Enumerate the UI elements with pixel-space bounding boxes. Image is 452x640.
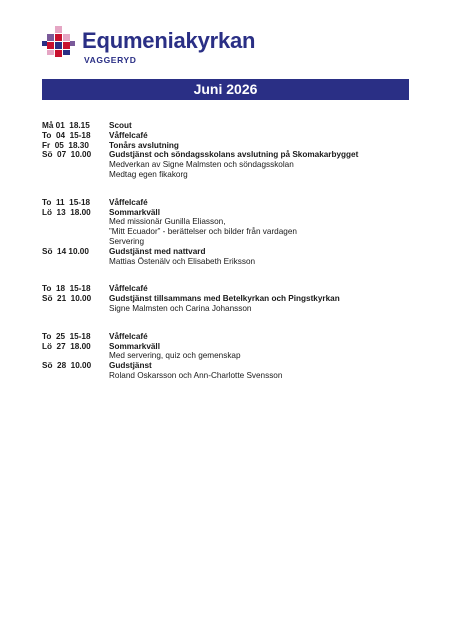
event-details — [109, 198, 412, 208]
event-row — [42, 208, 412, 247]
event-datetime: Sö 07 10.00 — [42, 150, 92, 160]
event-note: Medverkan av Signe Malmsten och söndagsskolan — [109, 160, 294, 170]
month-title: Juni 2026 — [42, 79, 409, 100]
event-title: Våffelcafé — [109, 331, 148, 341]
event-datetime: Sö 14 10.00 — [42, 246, 89, 256]
event-details — [109, 332, 412, 342]
event-row — [42, 141, 412, 151]
event-details — [109, 150, 412, 179]
event-details — [109, 208, 412, 247]
event-details — [109, 284, 412, 294]
event-datetime: To 11 15-18 — [42, 197, 91, 207]
event-row — [42, 342, 412, 362]
event-note: Signe Malmsten och Carina Johansson — [109, 303, 252, 313]
event-title: Tonårs avslutning — [109, 140, 179, 150]
event-row — [42, 198, 412, 208]
event-title: Scout — [109, 121, 132, 130]
event-title: Våffelcafé — [109, 130, 148, 140]
event-details — [109, 361, 412, 381]
event-datetime: Fr 05 18.30 — [42, 140, 89, 150]
event-note: Medtag egen fikakorg — [109, 169, 188, 179]
event-datetime: Må 01 18.15 — [42, 121, 90, 130]
event-title: Gudstjänst tillsammans med Betelkyrkan och Pingstkyrkan — [109, 294, 340, 304]
event-row — [42, 150, 412, 179]
logo — [42, 26, 282, 70]
event-datetime: To 04 15-18 — [42, 130, 91, 140]
event-row — [42, 247, 412, 267]
event-details — [109, 141, 412, 151]
event-datetime: Sö 21 10.00 — [42, 294, 92, 304]
event-row — [42, 332, 412, 342]
event-details — [109, 294, 412, 314]
event-datetime: To 18 15-18 — [42, 284, 91, 294]
event-list — [42, 121, 412, 381]
group-spacer — [42, 266, 412, 284]
event-details — [109, 247, 412, 267]
event-note: Servering — [109, 236, 145, 246]
event-details — [109, 121, 412, 131]
event-note: Mattias Östenälv och Elisabeth Eriksson — [109, 256, 256, 266]
event-title: Sommarkväll — [109, 207, 160, 217]
event-datetime: Lö 27 18.00 — [42, 341, 91, 351]
event-details — [109, 342, 412, 362]
event-note: Med servering, quiz och gemenskap — [109, 351, 241, 361]
event-row — [42, 131, 412, 141]
event-details — [109, 131, 412, 141]
event-note: ”Mitt Ecuador” - berättelser och bilder från vardagen — [109, 227, 297, 237]
event-row — [42, 294, 412, 314]
event-note: Roland Oskarsson och Ann-Charlotte Svensson — [109, 370, 283, 380]
event-note: Med missionär Gunilla Eliasson, — [109, 217, 226, 227]
event-row — [42, 284, 412, 294]
event-datetime: Sö 28 10.00 — [42, 361, 92, 371]
org-name: Equmeniakyrkan — [82, 28, 256, 53]
event-title: Våffelcafé — [109, 284, 148, 294]
event-datetime: To 25 15-18 — [42, 331, 91, 341]
event-datetime: Lö 13 18.00 — [42, 207, 91, 217]
group-spacer — [42, 180, 412, 198]
group-spacer — [42, 314, 412, 332]
event-title: Våffelcafé — [109, 197, 148, 207]
event-row — [42, 121, 412, 131]
event-title: Gudstjänst och söndagsskolans avslutning på Skomakarbygget — [109, 150, 359, 160]
event-title: Gudstjänst — [109, 361, 152, 371]
event-title: Sommarkväll — [109, 341, 160, 351]
org-location: VAGGERYD — [84, 55, 137, 65]
event-title: Gudstjänst med nattvard — [109, 246, 206, 256]
cross-mosaic-logo-icon — [42, 26, 76, 60]
event-row — [42, 361, 412, 381]
